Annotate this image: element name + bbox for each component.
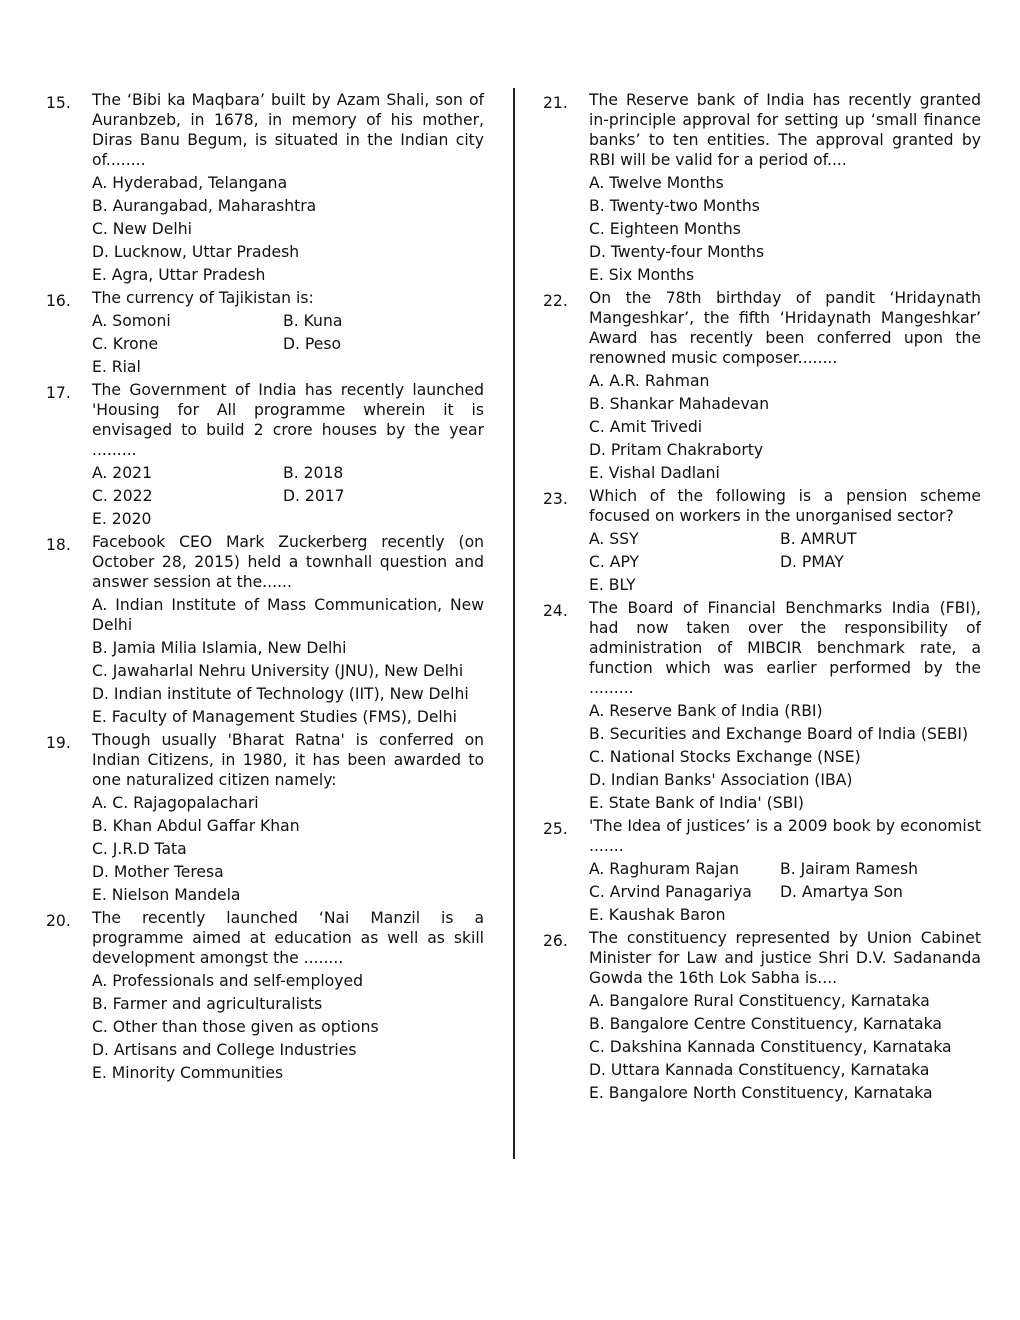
answer-option: E. 2020 (92, 510, 152, 528)
option-row (92, 994, 484, 1014)
option-row (92, 196, 484, 216)
answer-option: B. Jamia Milia Islamia, New Delhi (92, 639, 347, 657)
answer-option: C. Jawaharlal Nehru University (JNU), New Delhi (92, 662, 464, 680)
option-row (589, 265, 981, 285)
option-row (92, 793, 484, 813)
answer-option: B. Twenty-two Months (589, 197, 760, 215)
question-text: 'The Idea of justices’ is a 2009 book by economist ....... (589, 817, 981, 855)
left-column (46, 87, 486, 1083)
question-text: Facebook CEO Mark Zuckerberg recently (on October 28, 2015) held a townhall question and answer session at the...... (92, 533, 484, 591)
answer-option: E. Agra, Uttar Pradesh (92, 266, 266, 284)
question (46, 730, 486, 905)
answer-option: D. PMAY (780, 553, 844, 571)
answer-option: D. Indian Banks' Association (IBA) (589, 771, 853, 789)
question-text: The constituency represented by Union Cabinet Minister for Law and justice Shri D.V. Sadananda Gowda the 16th Lok Sabha is.... (589, 929, 981, 987)
answer-option: E. Faculty of Management Studies (FMS), Delhi (92, 708, 457, 726)
answer-option: A. SSY (589, 530, 639, 548)
option-row (589, 793, 981, 813)
option-row (92, 311, 484, 331)
answer-option: E. Minority Communities (92, 1064, 284, 1082)
option-row (92, 816, 484, 836)
option-row (589, 529, 981, 549)
answer-option: D. 2017 (283, 487, 345, 505)
option-row (589, 882, 981, 902)
option-row (92, 839, 484, 859)
answer-option: D. Pritam Chakraborty (589, 441, 764, 459)
answer-option: C. 2022 (92, 487, 153, 505)
option-row (589, 1060, 981, 1080)
option-row (589, 219, 981, 239)
question-number: 25. (543, 820, 568, 838)
option-row (92, 862, 484, 882)
option-row (92, 265, 484, 285)
question (543, 598, 983, 813)
answer-option: C. Eighteen Months (589, 220, 741, 238)
answer-option: D. Uttara Kannada Constituency, Karnataka (589, 1061, 930, 1079)
option-row (589, 991, 981, 1011)
question-number: 22. (543, 292, 568, 310)
option-row (589, 1037, 981, 1057)
question-text: Though usually 'Bharat Ratna' is conferred on Indian Citizens, in 1980, it has been awarded to one naturalized citizen namely: (92, 731, 484, 789)
option-row (92, 684, 484, 704)
question (46, 380, 486, 529)
option-row (92, 595, 484, 635)
option-row (92, 219, 484, 239)
answer-option: B. Shankar Mahadevan (589, 395, 770, 413)
option-row (92, 661, 484, 681)
answer-option: A. Hyderabad, Telangana (92, 174, 288, 192)
answer-option: B. Aurangabad, Maharashtra (92, 197, 317, 215)
option-row (92, 486, 484, 506)
question (543, 816, 983, 925)
option-row (92, 971, 484, 991)
question (543, 928, 983, 1103)
option-row (589, 371, 981, 391)
answer-option: A. Professionals and self-employed (92, 972, 363, 990)
answer-option: E. Vishal Dadlani (589, 464, 720, 482)
question (543, 486, 983, 595)
question-number: 24. (543, 602, 568, 620)
answer-option: A. Indian Institute of Mass Communication, New Delhi (92, 596, 484, 634)
question-number: 18. (46, 536, 71, 554)
answer-option: C. Amit Trivedi (589, 418, 703, 436)
question-text: The Board of Financial Benchmarks India (FBI), had now taken over the responsibility of administration of MIBCIR benchmark rate, a function which was earlier performed by the ......... (589, 599, 981, 697)
answer-option: A. 2021 (92, 464, 152, 482)
option-row (589, 701, 981, 721)
question-text: The Reserve bank of India has recently granted in-principle approval for setting up ‘small finance banks’ to ten entities. The approval granted by RBI will be valid for a period of.... (589, 91, 981, 169)
option-row (589, 770, 981, 790)
option-row (92, 885, 484, 905)
option-row (92, 357, 484, 377)
answer-option: D. Amartya Son (780, 883, 903, 901)
answer-option: A. Reserve Bank of India (RBI) (589, 702, 823, 720)
option-row (92, 242, 484, 262)
question-number: 20. (46, 912, 71, 930)
question-text: The Government of India has recently launched 'Housing for All programme wherein it is envisaged to build 2 crore houses by the year ......... (92, 381, 484, 459)
option-row (589, 747, 981, 767)
answer-option: A. Bangalore Rural Constituency, Karnataka (589, 992, 930, 1010)
option-row (589, 463, 981, 483)
answer-option: B. Jairam Ramesh (780, 860, 919, 878)
answer-option: D. Lucknow, Uttar Pradesh (92, 243, 300, 261)
answer-option: D. Mother Teresa (92, 863, 224, 881)
option-row (589, 1014, 981, 1034)
answer-option: B. Farmer and agriculturalists (92, 995, 323, 1013)
answer-option: C. Dakshina Kannada Constituency, Karnataka (589, 1038, 952, 1056)
question-text: Which of the following is a pension scheme focused on workers in the unorganised sector? (589, 487, 981, 525)
question (46, 532, 486, 727)
answer-option: A. Raghuram Rajan (589, 860, 739, 878)
question-number: 26. (543, 932, 568, 950)
option-row (589, 905, 981, 925)
question-number: 15. (46, 94, 71, 112)
question-text: The ‘Bibi ka Maqbara’ built by Azam Shali, son of Auranbzeb, in 1678, in memory of his mother, Diras Banu Begum, is situated in the Indian city of........ (92, 91, 484, 169)
question-number: 23. (543, 490, 568, 508)
question (543, 288, 983, 483)
answer-option: C. National Stocks Exchange (NSE) (589, 748, 861, 766)
option-row (589, 196, 981, 216)
question-text: The recently launched ‘Nai Manzil is a programme aimed at education as well as skill development amongst the ........ (92, 909, 484, 967)
answer-option: D. Peso (283, 335, 342, 353)
option-row (589, 242, 981, 262)
option-row (589, 417, 981, 437)
question (543, 90, 983, 285)
option-row (92, 1040, 484, 1060)
answer-option: B. Kuna (283, 312, 343, 330)
answer-option: C. New Delhi (92, 220, 192, 238)
option-row (589, 173, 981, 193)
answer-option: C. Krone (92, 335, 159, 353)
question (46, 90, 486, 285)
option-row (589, 394, 981, 414)
question-number: 21. (543, 94, 568, 112)
option-row (589, 1083, 981, 1103)
answer-option: E. State Bank of India' (SBI) (589, 794, 804, 812)
answer-option: E. Kaushak Baron (589, 906, 726, 924)
option-row (92, 334, 484, 354)
question-number: 19. (46, 734, 71, 752)
answer-option: A. C. Rajagopalachari (92, 794, 259, 812)
option-row (589, 440, 981, 460)
question (46, 288, 486, 377)
answer-option: E. Bangalore North Constituency, Karnataka (589, 1084, 933, 1102)
answer-option: B. 2018 (283, 464, 344, 482)
answer-option: B. AMRUT (780, 530, 857, 548)
answer-option: B. Securities and Exchange Board of India (SEBI) (589, 725, 969, 743)
question-number: 16. (46, 292, 71, 310)
option-row (589, 724, 981, 744)
answer-option: D. Indian institute of Technology (IIT), New Delhi (92, 685, 469, 703)
answer-option: B. Khan Abdul Gaffar Khan (92, 817, 300, 835)
question-text: The currency of Tajikistan is: (92, 289, 314, 307)
answer-option: A. Somoni (92, 312, 171, 330)
option-row (92, 463, 484, 483)
answer-option: B. Bangalore Centre Constituency, Karnataka (589, 1015, 942, 1033)
question-text: On the 78th birthday of pandit ‘Hridaynath Mangeshkar’, the fifth ‘Hridaynath Mangeshkar’ Award has recently been conferred upon the renowned music composer........ (589, 289, 981, 367)
option-row (92, 638, 484, 658)
option-row (589, 575, 981, 595)
answer-option: A. Twelve Months (589, 174, 724, 192)
right-column (543, 87, 983, 1103)
answer-option: A. A.R. Rahman (589, 372, 710, 390)
answer-option: C. J.R.D Tata (92, 840, 187, 858)
answer-option: E. Rial (92, 358, 141, 376)
option-row (92, 1063, 484, 1083)
answer-option: C. Other than those given as options (92, 1018, 379, 1036)
answer-option: E. BLY (589, 576, 636, 594)
question (46, 908, 486, 1083)
answer-option: D. Artisans and College Industries (92, 1041, 357, 1059)
option-row (589, 859, 981, 879)
answer-option: C. APY (589, 553, 640, 571)
option-row (92, 1017, 484, 1037)
answer-option: E. Six Months (589, 266, 695, 284)
option-row (589, 552, 981, 572)
answer-option: D. Twenty-four Months (589, 243, 765, 261)
column-divider (513, 88, 515, 1159)
option-row (92, 173, 484, 193)
option-row (92, 707, 484, 727)
question-number: 17. (46, 384, 71, 402)
answer-option: E. Nielson Mandela (92, 886, 241, 904)
option-row (92, 509, 484, 529)
answer-option: C. Arvind Panagariya (589, 883, 752, 901)
